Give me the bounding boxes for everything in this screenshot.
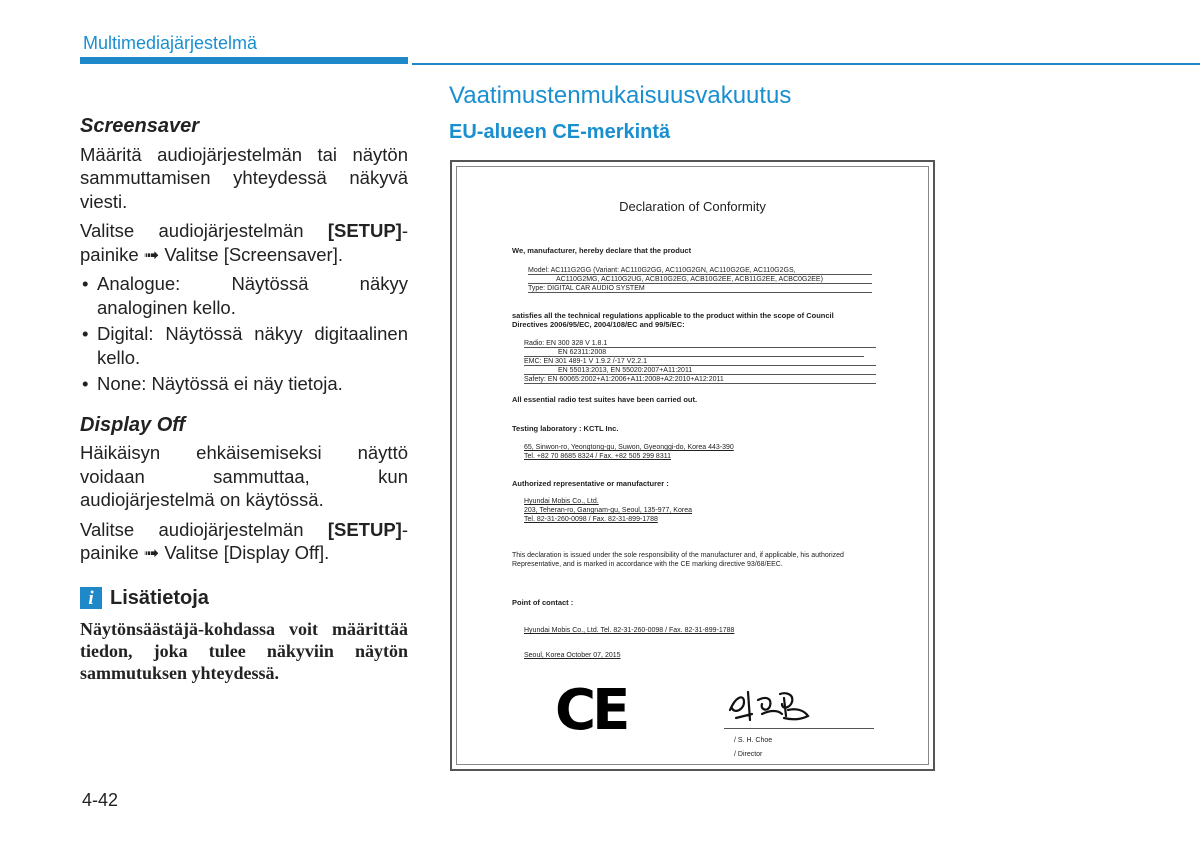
left-column (80, 115, 408, 684)
list-item: • Digital: Näytössä näkyy digitaalinen kello. (80, 322, 408, 369)
cert-responsibility-2: Representative, and is marked in accordance with the CE marking directive 93/68/EEC. (512, 561, 783, 568)
setup-button-label: [SETUP] (327, 220, 402, 241)
section-title: Vaatimustenmukaisuusvakuutus (449, 82, 792, 109)
cert-place-date: Seoul, Korea October 07, 2015 (524, 652, 621, 659)
page-number: 4-42 (82, 790, 119, 810)
cert-responsibility-1: This declaration is issued under the sole responsibility of the manufacturer and, if applicable, his authorized (512, 552, 844, 559)
header-bar-left (80, 57, 408, 64)
list-item: • None: Näytössä ei näy tietoja. (80, 372, 408, 396)
screensaver-desc: Määritä audiojärjestelmän tai näytön sammuttamisen yhteydessä näkyvä viesti. (80, 143, 408, 212)
cert-lab-heading: Testing laboratory : KCTL Inc. (512, 424, 619, 433)
screensaver-heading: Screensaver (80, 115, 199, 137)
cert-radio-1: Radio: EN 300 328 V 1.8.1 (524, 340, 608, 347)
setup-button-label: [SETUP] (327, 518, 402, 540)
display-off-heading: Display Off (80, 413, 186, 436)
info-icon: i (80, 587, 102, 609)
cert-emc-2: EN 55013:2013, EN 55020:2007+A11:2011 (558, 367, 693, 374)
cert-lab-address: 65, Sinwon-ro, Yeongtong-gu, Suwon, Gyeonggi-do, Korea 443-390 (524, 444, 734, 451)
certificate-title: Declaration of Conformity (619, 199, 766, 214)
cert-signer-role: / Director (734, 751, 763, 758)
ce-mark: CE (555, 678, 627, 743)
screensaver-step (80, 219, 408, 266)
list-item: • Analogue: Näytössä näkyy analoginen kello. (80, 272, 408, 319)
cert-radio-2: EN 62311:2008 (558, 349, 607, 356)
cert-model-2: AC110G2MG, AC110G2UG, ACB10G2EG, ACB10G2EE, ACB11G2EE, ACBC0G2EE) (556, 276, 823, 283)
cert-rep-phone: Tel. 82-31-260-0098 / Fax. 82-31-899-1788 (524, 516, 658, 523)
cert-lab-phone: Tel. +82 70 8685 8324 / Fax. +82 505 299 8311 (524, 453, 671, 460)
step-pre: Valitse audiojärjestelmän (80, 518, 328, 540)
info-box-header (80, 587, 408, 611)
section-subtitle: EU-alueen CE-merkintä (449, 121, 671, 143)
cert-rep-address: 203, Teheran-ro, Gangnam-gu, Seoul, 135-977, Korea (524, 507, 692, 514)
cert-rep-name: Hyundai Mobis Co., Ltd. (524, 498, 599, 505)
cert-contact-heading: Point of contact : (512, 598, 574, 607)
cert-rep-heading: Authorized representative or manufacturer : (512, 479, 669, 488)
step-post: -painike ➟ Valitse [Screensaver]. (80, 220, 408, 265)
display-off-step (80, 518, 408, 565)
step-pre: Valitse audiojärjestelmän (80, 220, 328, 241)
info-title: Lisätietoja (110, 586, 209, 609)
header-title: Multimediajärjestelmä (83, 33, 258, 53)
cert-contact: Hyundai Mobis Co., Ltd. Tel. 82-31-260-0098 / Fax. 82-31-899-1788 (524, 627, 735, 634)
screensaver-options (80, 272, 408, 396)
cert-declare: We, manufacturer, hereby declare that the product (512, 246, 692, 255)
cert-satisfies-2: Directives 2006/95/EC, 2004/108/EC and 99/5/EC: (512, 320, 685, 329)
header-bar-right (412, 63, 1200, 65)
cert-emc-1: EMC: EN 301 489-1 V 1.9.2 /-17 V2.2.1 (524, 358, 647, 365)
cert-type: Type: DIGITAL CAR AUDIO SYSTEM (528, 285, 645, 292)
handwritten-signature (722, 680, 822, 730)
cert-model-1: Model: AC111G2GG (Variant: AC110G2GG, AC110G2GN, AC110G2GE, AC110G2GS, (528, 267, 796, 274)
conformity-certificate-image (450, 160, 935, 771)
display-off-desc: Häikäisyn ehkäisemiseksi näyttö voidaan sammuttaa, kun audiojärjestelmä on käytössä. (80, 442, 408, 510)
cert-essential: All essential radio test suites have been carried out. (512, 395, 698, 404)
info-text: Näytönsäästäjä-kohdassa voit määrittää tiedon, joka tulee näkyviin näytön sammutuksen yhteydessä. (80, 619, 408, 683)
cert-satisfies-1: satisfies all the technical regulations applicable to the product within the scope of Council (512, 311, 834, 320)
cert-signer: / S. H. Choe (734, 737, 773, 744)
cert-safety: Safety: EN 60065:2002+A1:2006+A11:2008+A2:2010+A12:2011 (524, 376, 724, 383)
step-post: -painike ➟ Valitse [Display Off]. (80, 518, 408, 563)
